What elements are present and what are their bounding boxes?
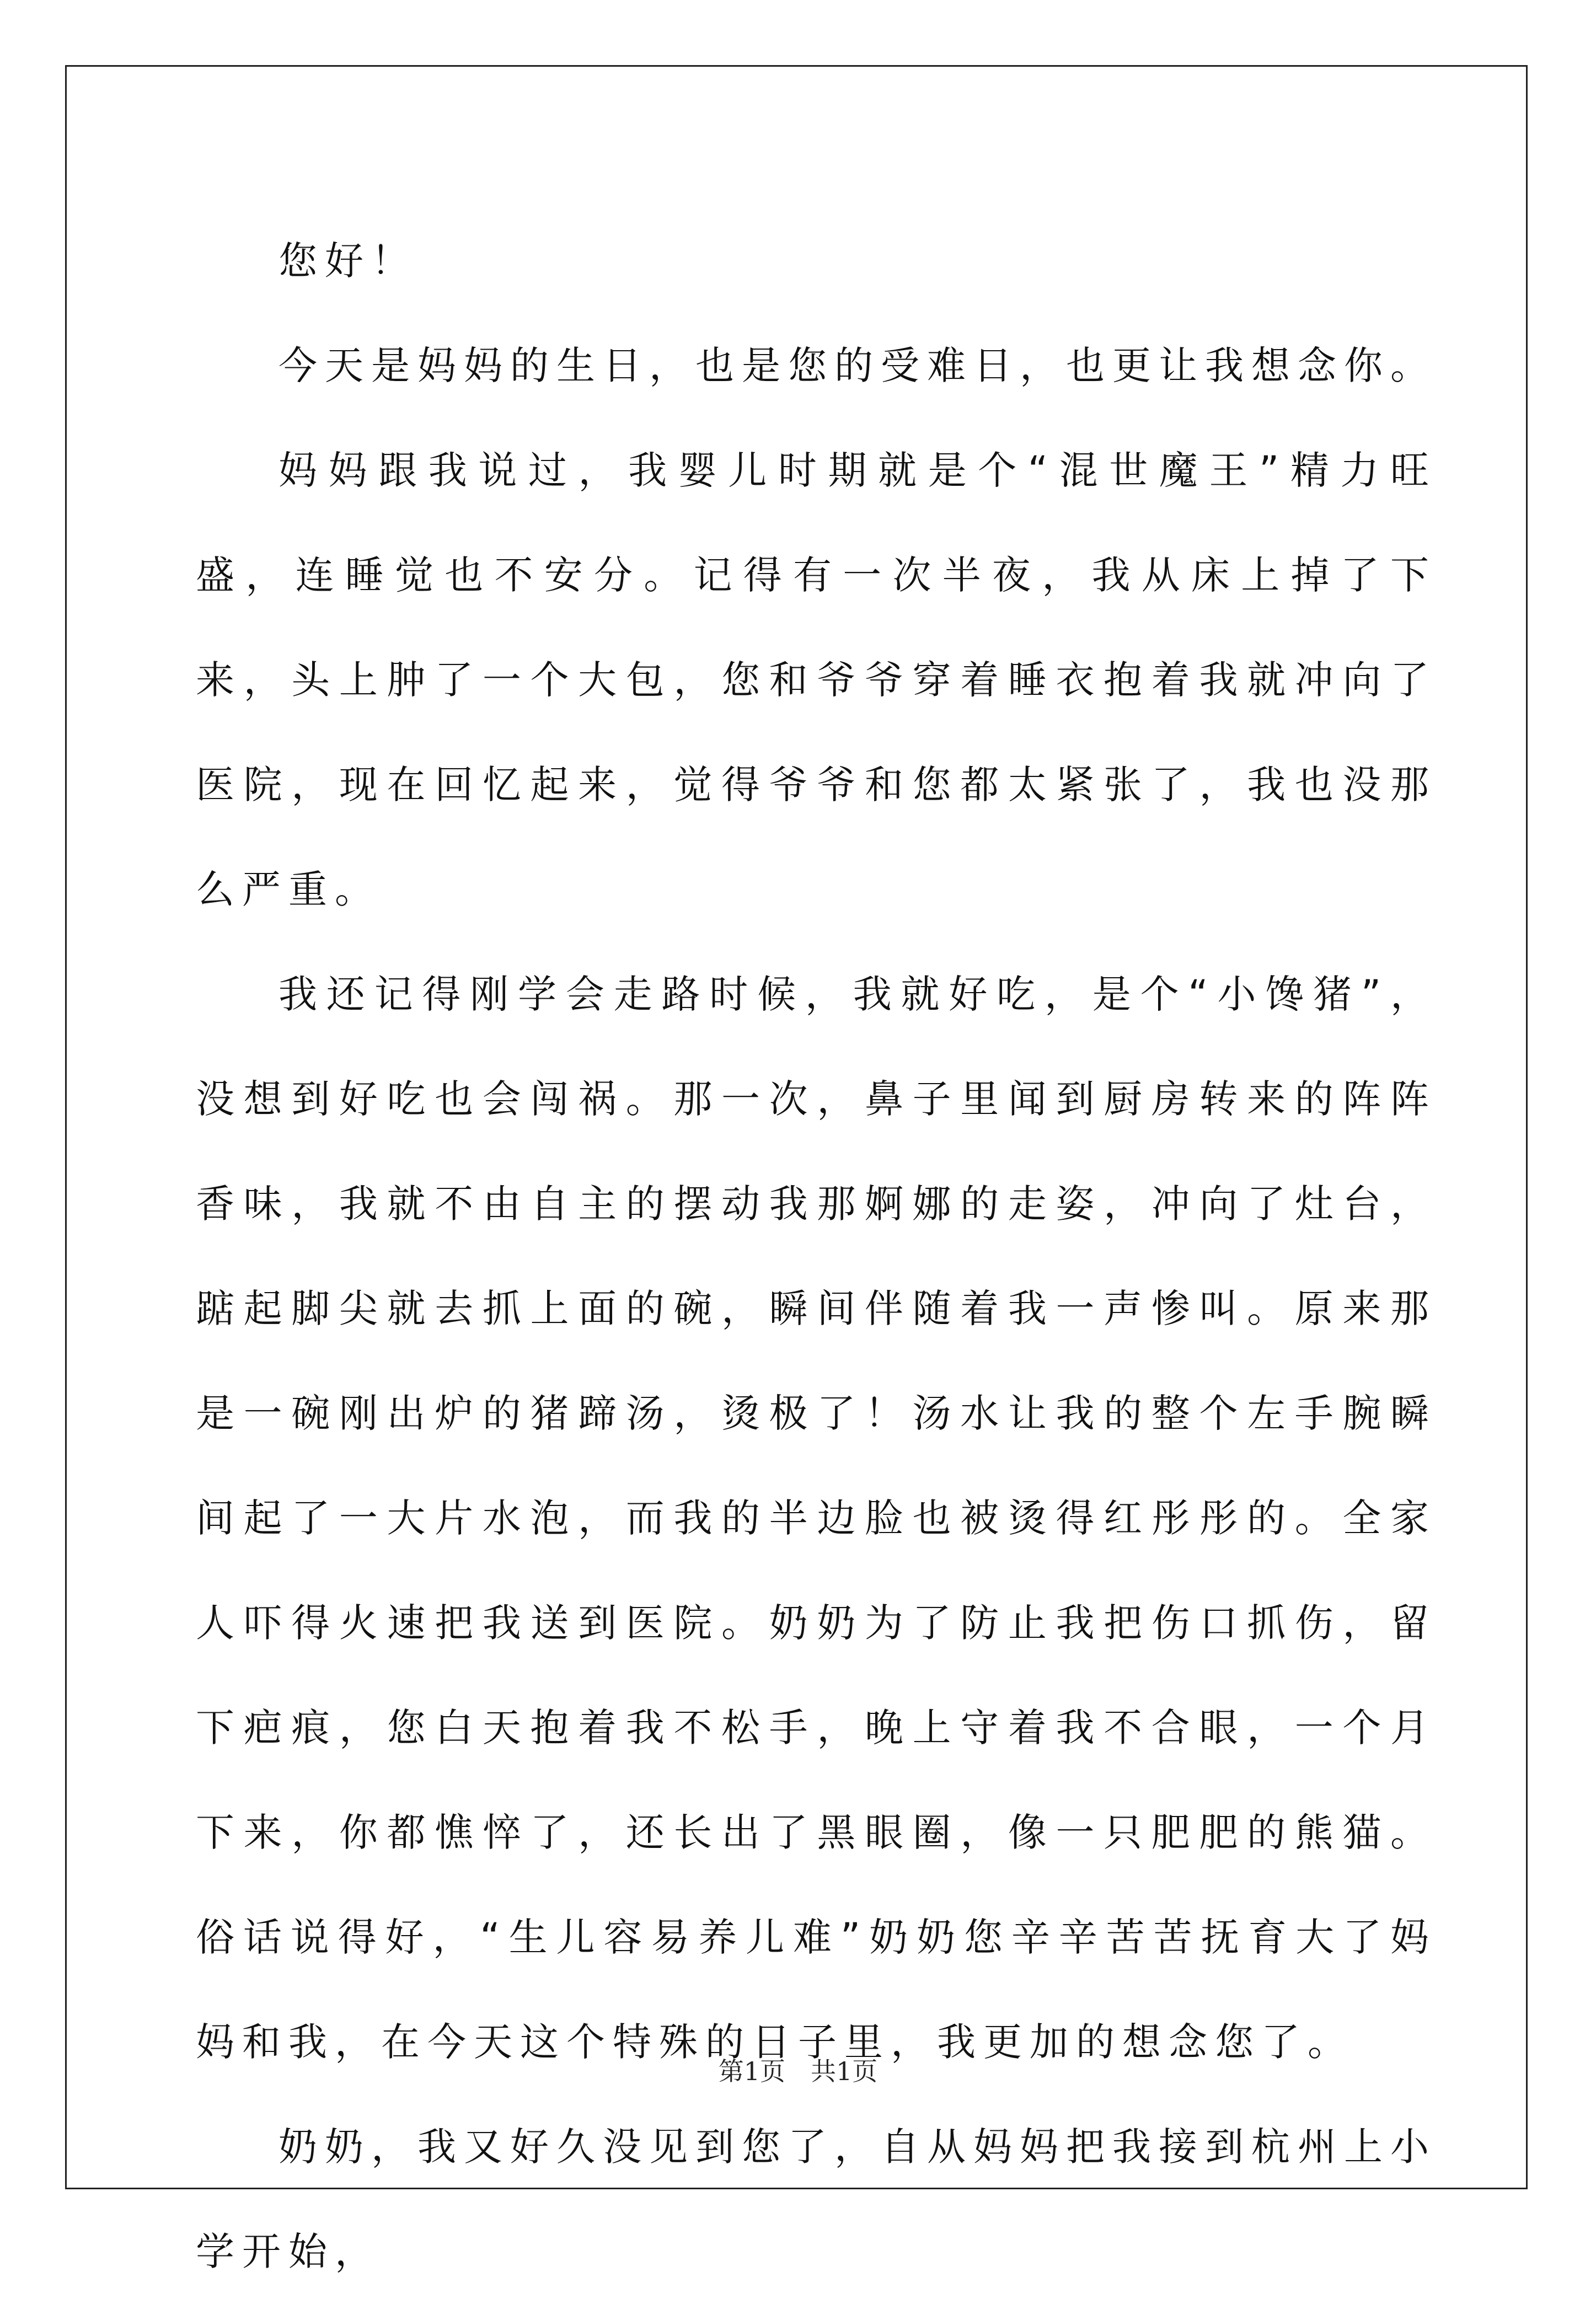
paragraph-greeting: 您好！ — [279, 238, 417, 283]
paragraph-birthday: 今天是妈妈的生日，也是您的受难日，也更让我想念你。 — [279, 343, 1437, 388]
paragraph-soup-accident: 我还记得刚学会走路时候，我就好吃，是个“小馋猪”，没想到好吃也会闯祸。那一次，鼻子里闻到厨房转来的阵阵香味，我就不由自主的摆动我那婀娜的走姿，冲向了灶台，踮起脚尖就去抓上面的碗，瞬间伴随着我一声惨叫。原来那是一碗刚出炉的猪蹄汤，烫极了！汤水让我的整个左手腕瞬间起了一大片水泡，而我的半边脸也被烫得红彤彤的。全家人吓得火速把我送到医院。奶奶为了防止我把伤口抓伤，留下疤痕，您白天抱着我不松手，晚上守着我不合眼，一个月下来，你都憔悴了，还长出了黑眼圈，像一只肥肥的熊猫。俗话说得好，“生儿容易养儿难”奶奶您辛辛苦苦抚育大了妈妈和我，在今天这个特殊的日子里，我更加的想念您了。 — [196, 972, 1437, 2065]
paragraph-infant-memory: 妈妈跟我说过，我婴儿时期就是个“混世魔王”精力旺盛，连睡觉也不安分。记得有一次半夜，我从床上掉了下来，头上肿了一个大包，您和爷爷穿着睡衣抱着我就冲向了医院，现在回忆起来，觉得爷爷和您都太紧张了，我也没那么严重。 — [196, 448, 1437, 912]
page-footer: 第1页 共1页 — [718, 2056, 878, 2086]
letter-body — [196, 208, 1437, 2304]
paragraph-missing-grandma: 奶奶，我又好久没见到您了，自从妈妈把我接到杭州上小学开始， — [196, 2124, 1437, 2274]
